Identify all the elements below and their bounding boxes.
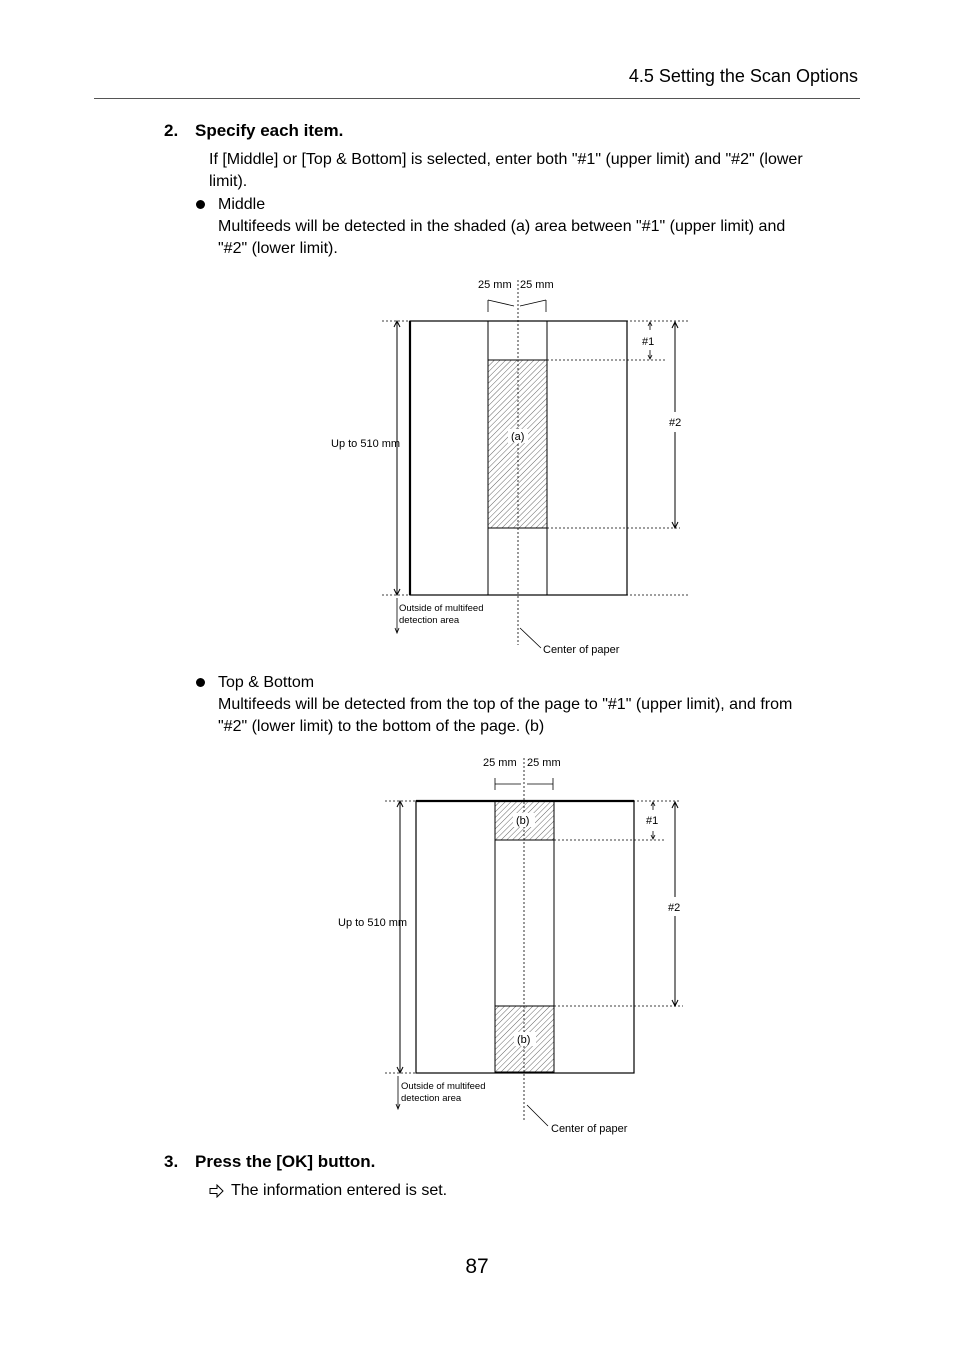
width-label-right: 25 mm (520, 279, 554, 291)
step-2-intro-line-1: If [Middle] or [Top & Bottom] is selected, enter both "#1" (upper limit) and "#2" (lower (209, 151, 803, 168)
center-label: Center of paper (551, 1123, 628, 1135)
step-2-intro (209, 149, 869, 193)
width-label-left: 25 mm (478, 279, 512, 291)
middle-label: Middle (218, 196, 266, 213)
step-2-number: 2. (164, 121, 179, 140)
length-arrow (394, 321, 400, 595)
arrow-right-outline-icon (209, 1184, 225, 1198)
length-label: Up to 510 mm (338, 917, 408, 929)
area-label-b-top: (b) (516, 815, 530, 827)
bullet-icon (196, 678, 205, 687)
top-bottom-detection-diagram (330, 750, 710, 1140)
area-label-b-bottom: (b) (517, 1034, 531, 1046)
width-label-right: 25 mm (527, 757, 561, 769)
page-number: 87 (465, 1255, 489, 1278)
area-label-a: (a) (511, 431, 525, 443)
middle-detection-diagram (320, 270, 710, 662)
header-divider (94, 98, 860, 99)
outside-area-label-line-2: detection area (399, 615, 460, 626)
width-arrows (488, 300, 546, 312)
center-pointer (520, 628, 541, 648)
outside-area-label-line-1: Outside of multifeed (399, 603, 484, 614)
middle-desc-line-1: Multifeeds will be detected in the shaded (a) area between "#1" (upper limit) and (218, 218, 786, 235)
limit-1-label: #1 (646, 815, 659, 827)
width-label-left: 25 mm (483, 757, 517, 769)
center-pointer (527, 1105, 548, 1126)
length-label: Up to 510 mm (331, 438, 401, 450)
limit-2-label: #2 (669, 417, 682, 429)
length-arrow (397, 801, 403, 1073)
outside-area-arrow (396, 1076, 400, 1109)
section-title: 4.5 Setting the Scan Options (628, 66, 858, 86)
center-label: Center of paper (543, 644, 620, 656)
top-bottom-desc-line-1: Multifeeds will be detected from the top of the page to "#1" (upper limit), and from (218, 696, 793, 713)
step-2-intro-line-2: limit). (209, 173, 248, 190)
bullet-icon (196, 200, 205, 209)
step-2-title: Specify each item. (195, 121, 344, 140)
middle-desc-line-2: "#2" (lower limit). (218, 240, 338, 257)
top-bottom-desc-line-2: "#2" (lower limit) to the bottom of the page. (b) (218, 718, 545, 735)
step-3-number: 3. (164, 1152, 179, 1171)
outside-area-label-line-1: Outside of multifeed (401, 1081, 486, 1092)
top-bottom-option (218, 672, 868, 738)
step-3-result: The information entered is set. (231, 1182, 448, 1199)
limit-1-label: #1 (642, 336, 655, 348)
middle-option (218, 194, 868, 260)
shaded-area-a (488, 360, 547, 528)
limit-2-label: #2 (668, 902, 681, 914)
step-3-title: Press the [OK] button. (195, 1152, 376, 1171)
top-bottom-label: Top & Bottom (218, 674, 315, 691)
outside-area-label-line-2: detection area (401, 1093, 462, 1104)
